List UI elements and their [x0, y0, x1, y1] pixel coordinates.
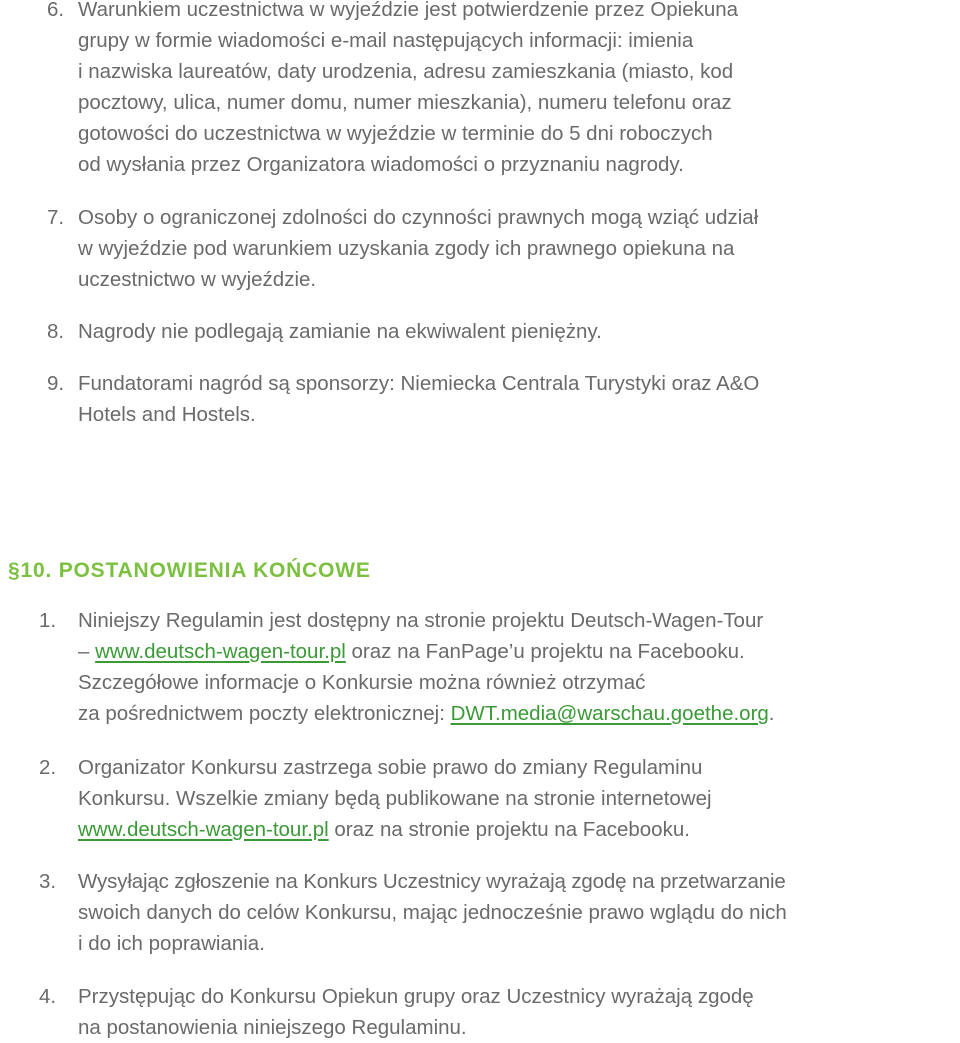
list-text-line [78, 698, 775, 729]
line-prefix: za pośrednictwem poczty elektronicznej: [78, 702, 451, 725]
list-text-line [78, 636, 745, 667]
list-number: 9. [47, 372, 65, 395]
list-text-line: gotowości do uczestnictwa w wyjeździe w terminie do 5 dni roboczych [78, 122, 713, 145]
list-text-line: od wysłania przez Organizatora wiadomości o przyznaniu nagrody. [78, 153, 684, 176]
list-text-line: Fundatorami nagród są sponsorzy: Niemiecka Centrala Turystyki oraz A&O [78, 372, 760, 395]
list-text-line: Hotels and Hostels. [78, 403, 256, 426]
list-text-line: uczestnictwo w wyjeździe. [78, 268, 317, 291]
list-item-6 [47, 0, 960, 25]
line-suffix: . [768, 702, 775, 725]
list-text-line: Warunkiem uczestnictwa w wyjeździe jest potwierdzenie przez Opiekuna [78, 0, 739, 21]
list-text-line: Szczegółowe informacje o Konkursie można również otrzymać [78, 671, 646, 694]
list-text-line: Organizator Konkursu zastrzega sobie prawo do zmiany Regulaminu [78, 756, 703, 779]
list-number: 1. [39, 609, 57, 632]
list-number: 6. [47, 0, 65, 21]
list-number: 7. [47, 206, 65, 229]
list-text-line: i nazwiska laureatów, daty urodzenia, adresu zamieszkania (miasto, kod [78, 60, 734, 83]
list-number: 8. [47, 320, 65, 343]
list-text-line: Osoby o ograniczonej zdolności do czynności prawnych mogą wziąć udział [78, 206, 759, 229]
dash-prefix: – [78, 640, 96, 663]
list-number: 3. [39, 870, 57, 893]
website-link[interactable]: www.deutsch-wagen-tour.pl [95, 640, 346, 663]
list-text-line: Przystępując do Konkursu Opiekun grupy oraz Uczestnicy wyrażają zgodę [78, 985, 754, 1008]
line-suffix: oraz na FanPage’u projektu na Facebooku. [345, 640, 745, 663]
list-text-line: w wyjeździe pod warunkiem uzyskania zgody ich prawnego opiekuna na [78, 237, 735, 260]
list-text-line: na postanowienia niniejszego Regulaminu. [78, 1016, 467, 1039]
list-text-line: Konkursu. Wszelkie zmiany będą publikowane na stronie internetowej [78, 787, 712, 810]
list-number: 4. [39, 985, 57, 1008]
list-text-line: swoich danych do celów Konkursu, mając jednocześnie prawo wglądu do nich [78, 901, 787, 924]
list-text-line: i do ich poprawiania. [78, 932, 265, 955]
line-suffix: oraz na stronie projektu na Facebooku. [328, 818, 690, 841]
list-text-line: pocztowy, ulica, numer domu, numer mieszkania), numeru telefonu oraz [78, 91, 732, 114]
list-number: 2. [39, 756, 57, 779]
section-heading: §10. POSTANOWIENIA KOŃCOWE [8, 559, 371, 582]
list-text-line: Wysyłając zgłoszenie na Konkurs Uczestnicy wyrażają zgodę na przetwarzanie [78, 870, 786, 893]
list-text-line: Nagrody nie podlegają zamianie na ekwiwalent pieniężny. [78, 320, 602, 343]
website-link[interactable]: www.deutsch-wagen-tour.pl [78, 818, 329, 841]
list-text-line: Niniejszy Regulamin jest dostępny na stronie projektu Deutsch-Wagen-Tour [78, 609, 764, 632]
list-text-line [78, 814, 690, 845]
email-link[interactable]: DWT.media@warschau.goethe.org [450, 702, 769, 725]
list-text-line: grupy w formie wiadomości e-mail następujących informacji: imienia [78, 29, 694, 52]
